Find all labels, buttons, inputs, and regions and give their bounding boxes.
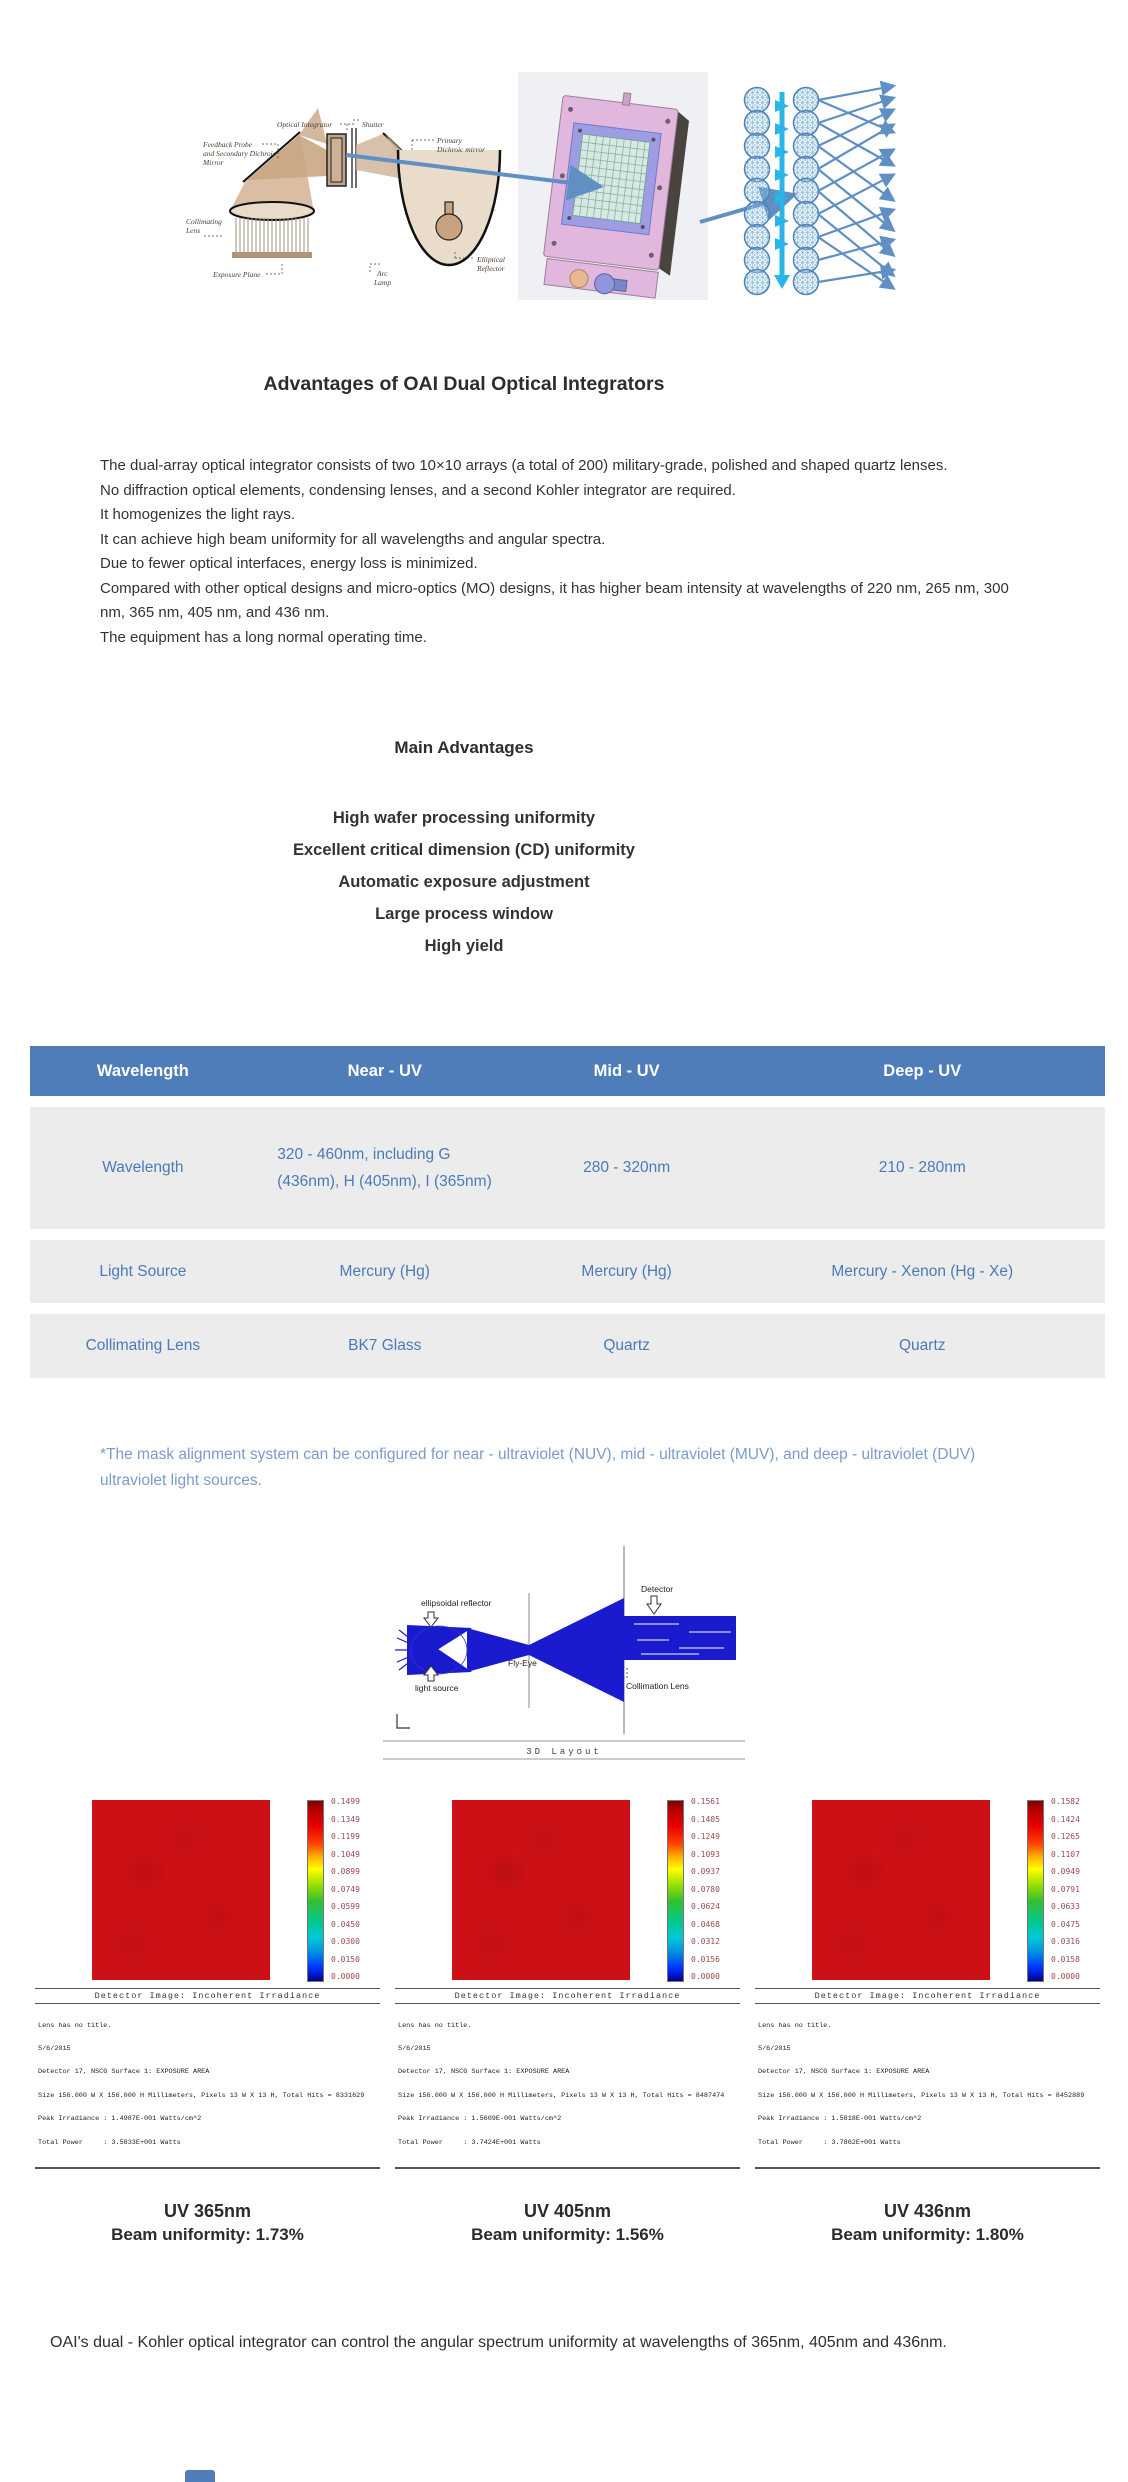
uniformity-label: Beam uniformity: 1.80% — [831, 2224, 1024, 2244]
heatmap-irradiance-map — [452, 1800, 630, 1980]
heatmap-panel-365 — [35, 1798, 380, 2169]
heatmap-panel-405 — [395, 1798, 740, 2169]
heatmap-colorbar — [307, 1800, 324, 1982]
table-header-cell: Deep - UV — [883, 1061, 962, 1080]
closing-paragraph: OAI's dual - Kohler optical integrator can control the angular spectrum uniformity at wavelengths of 365nm, 405nm and 436nm. — [50, 2333, 947, 2351]
exposure-plane-bar — [232, 252, 312, 258]
heatmap-label-436 — [755, 2199, 1100, 2247]
advantage-item: High yield — [424, 937, 504, 955]
intro-line: It homogenizes the light rays. — [100, 506, 296, 523]
table-cell: 210 - 280nm — [878, 1159, 966, 1176]
table-header-cell: Wavelength — [96, 1061, 189, 1080]
table-footnote: *The mask alignment system can be configured for near - ultraviolet (NUV), mid - ultraviolet (MUV), and deep - ultraviolet (DUV) ultraviolet light sources. — [100, 1446, 976, 1489]
figure-caption: 3D Layout — [526, 1747, 602, 1757]
uniformity-label: Beam uniformity: 1.56% — [471, 2224, 664, 2244]
table-header-cell: Mid - UV — [593, 1061, 660, 1080]
page-title: Advantages of OAI Dual Optical Integrators — [263, 373, 665, 395]
uniformity-label: Beam uniformity: 1.73% — [111, 2224, 304, 2244]
intro-line: Due to fewer optical interfaces, energy loss is minimized. — [100, 555, 478, 572]
heatmap-captions-row — [35, 2199, 1128, 2247]
heatmap-colorbar — [667, 1800, 684, 1982]
intro-line: The dual-array optical integrator consists of two 10×10 arrays (a total of 200) military-grade, polished and shaped quartz lenses. — [100, 457, 948, 474]
lamp-house-schematic — [185, 108, 505, 287]
heatmap-caption: Detector Image: Incoherent Irradiance — [35, 1988, 380, 2004]
cyan-arrow-cascade — [774, 92, 790, 289]
wavelength-label: UV 365nm — [163, 2200, 252, 2221]
raytrace-simulation-figure — [379, 1538, 749, 1766]
label-optical-integrator: Optical Integrator — [277, 120, 333, 129]
table-cell: Collimating Lens — [85, 1337, 201, 1354]
svg-text:Mirror: Mirror — [203, 158, 224, 167]
heatmap-colorbar — [1027, 1800, 1044, 1982]
label-collimating-lens: Collimating — [186, 217, 222, 226]
label-fly-eye: Fly-Eye — [508, 1658, 537, 1668]
table-cell: Light Source — [99, 1262, 187, 1280]
main-advantages-heading: Main Advantages — [394, 738, 534, 757]
svg-text:and Secondary Dichroic: and Secondary Dichroic — [203, 149, 277, 158]
output-ray-fan — [818, 86, 893, 288]
label-ellipsoidal-reflector: ellipsoidal reflector — [421, 1598, 492, 1608]
wavelength-label: UV 405nm — [523, 2200, 612, 2221]
colorbar-scale: 0.1499 0.1349 0.1199 0.1049 0.0899 0.0749 0.0599 0.0450 0.0300 0.0150 0.0000 — [331, 1797, 360, 1981]
advantage-item: High wafer processing uniformity — [332, 809, 596, 827]
uv-spec-table — [30, 1046, 1105, 1378]
heatmap-label-405 — [395, 2199, 740, 2247]
svg-text:Lens: Lens — [186, 226, 201, 235]
svg-text:Lamp: Lamp — [374, 278, 392, 287]
heatmap-caption: Detector Image: Incoherent Irradiance — [395, 1988, 740, 2004]
svg-text:Dichroic mirror: Dichroic mirror — [437, 145, 485, 154]
ray-comb — [236, 218, 308, 252]
label-arc-lamp: Arc — [377, 269, 388, 278]
intro-line: It can achieve high beam uniformity for all wavelengths and angular spectra. — [100, 530, 606, 548]
heatmap-caption: Detector Image: Incoherent Irradiance — [755, 1988, 1100, 2004]
table-header-cell: Near - UV — [347, 1061, 422, 1080]
intro-paragraph — [100, 454, 1015, 650]
cutoff-scroll-widget[interactable] — [185, 2470, 215, 2482]
heatmap-info-text: Lens has no title. 5/6/2015 Detector 17, NSCG Surface 1: EXPOSURE AREA Size 156.000 W X 156.000 H Millimeters, Pixels 13 W X 13 H, Total Hits = 8331629 Peak Irradiance : 1.4987E-001 Watts/cm^2 Total Power : 3.5833E+001 Watts — [35, 2004, 380, 2169]
intro-line: The equipment has a long normal operating time. — [100, 628, 427, 646]
integrator-cad-render — [518, 72, 708, 302]
table-row — [30, 1240, 1105, 1303]
arc-lamp-bulb — [436, 214, 462, 240]
heatmap-irradiance-map — [92, 1800, 270, 1980]
advantage-item: Excellent critical dimension (CD) uniformity — [293, 841, 635, 859]
irradiance-heatmaps — [35, 1798, 1128, 2169]
label-shutter: Shutter — [362, 120, 384, 129]
table-cell: Mercury (Hg) — [339, 1262, 430, 1280]
heatmap-panel-436 — [755, 1798, 1100, 2169]
table-cell: BK7 Glass — [348, 1337, 422, 1354]
dual-lens-array-diagram — [745, 86, 894, 295]
hero-optical-diagrams — [0, 70, 1128, 305]
advantage-item: Automatic exposure adjustment — [338, 873, 590, 891]
heatmap-info-text: Lens has no title. 5/6/2015 Detector 17, NSCG Surface 1: EXPOSURE AREA Size 156.000 W X 156.000 H Millimeters, Pixels 13 W X 13 H, Total Hits = 8452889 Peak Irradiance : 1.5818E-001 Watts/cm^2 Total Power : 3.7862E+001 Watts — [755, 2004, 1100, 2169]
advantage-item: Large process window — [375, 905, 553, 923]
heatmap-irradiance-map — [812, 1800, 990, 1980]
label-light-source: light source — [415, 1683, 459, 1693]
label-detector: Detector — [641, 1584, 674, 1594]
table-header-row — [30, 1046, 1105, 1096]
table-cell: Mercury - Xenon (Hg - Xe) — [831, 1262, 1014, 1280]
heatmap-label-365 — [35, 2199, 380, 2247]
table-cell: 280 - 320nm — [583, 1159, 671, 1176]
table-row — [30, 1314, 1105, 1378]
advantages-list — [64, 802, 864, 962]
label-collimation-lens: Collimation Lens — [626, 1681, 689, 1691]
table-cell: Mercury (Hg) — [581, 1262, 672, 1280]
collimating-lens-shape — [230, 202, 314, 220]
heatmap-info-text: Lens has no title. 5/6/2015 Detector 17, NSCG Surface 1: EXPOSURE AREA Size 156.000 W X 156.000 H Millimeters, Pixels 13 W X 13 H, Total Hits = 8487474 Peak Irradiance : 1.5609E-001 Watts/cm^2 Total Power : 3.7424E+001 Watts — [395, 2004, 740, 2169]
label-elliptical-reflector: Elliptical — [477, 255, 505, 264]
label-feedback-probe: Feedback Probe — [203, 140, 253, 149]
label-exposure-plane: Exposure Plane — [213, 270, 261, 279]
wavelength-label: UV 436nm — [883, 2200, 972, 2221]
table-cell: 320 - 460nm, including G (436nm), H (405nm), I (365nm) — [277, 1146, 492, 1190]
table-cell: Quartz — [603, 1337, 650, 1354]
intro-line: No diffraction optical elements, condensing lenses, and a second Kohler integrator are required. — [100, 481, 736, 499]
table-cell: Wavelength — [102, 1159, 184, 1176]
intro-line: Compared with other optical designs and micro-optics (MO) designs, it has higher beam intensity at wavelengths of 220 nm, 265 nm, 300 nm, 365 nm, 405 nm, and 436 nm. — [100, 579, 1009, 621]
table-cell: Quartz — [898, 1337, 946, 1354]
svg-text:Reflector: Reflector — [477, 264, 505, 273]
colorbar-scale: 0.1561 0.1405 0.1249 0.1093 0.0937 0.0780 0.0624 0.0468 0.0312 0.0156 0.0000 — [691, 1797, 720, 1981]
colorbar-scale: 0.1582 0.1424 0.1265 0.1107 0.0949 0.0791 0.0633 0.0475 0.0316 0.0158 0.0000 — [1051, 1797, 1080, 1981]
label-primary-dichroic: Primary — [437, 136, 462, 145]
table-row — [30, 1107, 1105, 1229]
